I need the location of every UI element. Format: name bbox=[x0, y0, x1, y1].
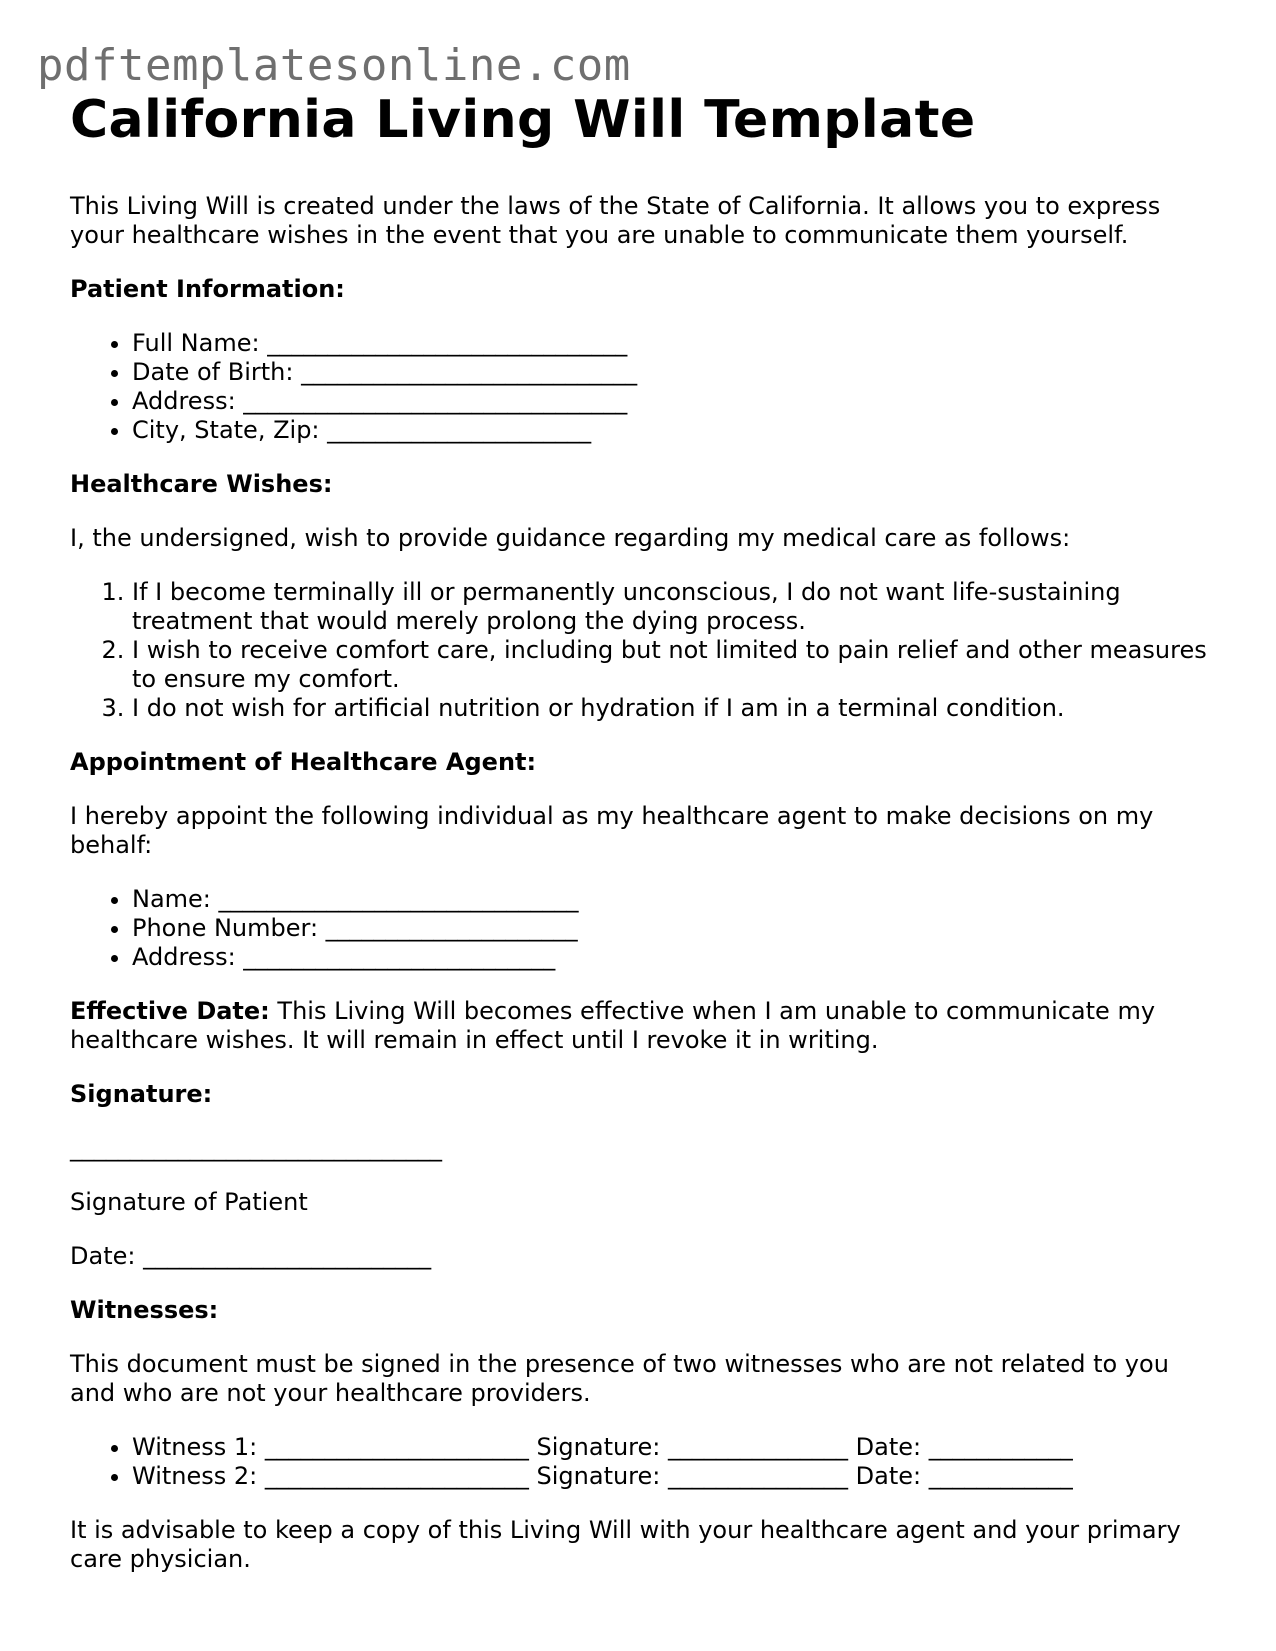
agent-phone-field: • Phone Number: _____________________ bbox=[132, 914, 1210, 943]
patient-signature-caption: Signature of Patient bbox=[70, 1188, 308, 1216]
effective-date-paragraph bbox=[70, 997, 1210, 1055]
document-page bbox=[70, 88, 1210, 1599]
wish-item: 1. If I become terminally ill or permanently unconscious, I do not want life-sustaining treatment that would merely prolong the dying process. bbox=[132, 578, 1210, 636]
watermark: pdftemplatesonline.com bbox=[37, 40, 631, 91]
signature-heading: Signature: bbox=[70, 1080, 213, 1108]
effective-date-label: Effective Date: bbox=[70, 997, 270, 1025]
agent-address-field: • Address: __________________________ bbox=[132, 943, 1210, 972]
healthcare-agent-heading: Appointment of Healthcare Agent: bbox=[70, 748, 537, 776]
patient-signature-line: _______________________________ bbox=[70, 1134, 442, 1162]
witnesses-list bbox=[70, 1433, 1210, 1491]
patient-info-heading: Patient Information: bbox=[70, 275, 345, 303]
full-name-field: • Full Name: ______________________________ bbox=[132, 329, 1210, 358]
address-field: • Address: ________________________________ bbox=[132, 387, 1210, 416]
healthcare-wishes-lead: I, the undersigned, wish to provide guidance regarding my medical care as follows: bbox=[70, 524, 1071, 552]
healthcare-wishes-heading: Healthcare Wishes: bbox=[70, 470, 333, 498]
witnesses-heading: Witnesses: bbox=[70, 1296, 219, 1324]
patient-info-list bbox=[70, 329, 1210, 445]
witness-1-line: • Witness 1: ______________________ Signature: _______________ Date: ____________ bbox=[132, 1433, 1210, 1462]
effective-date-text: This Living Will becomes effective when I am unable to communicate my healthcare wishes. It will remain in effect until I revoke it in writing. bbox=[70, 997, 1156, 1054]
witnesses-lead: This document must be signed in the presence of two witnesses who are not related to you and who are not your healthcare providers. bbox=[70, 1350, 1169, 1407]
healthcare-wishes-list bbox=[70, 578, 1210, 723]
city-state-zip-field: • City, State, Zip: ______________________ bbox=[132, 416, 1210, 445]
date-of-birth-field: • Date of Birth: ____________________________ bbox=[132, 358, 1210, 387]
witness-2-line: • Witness 2: ______________________ Signature: _______________ Date: ____________ bbox=[132, 1462, 1210, 1491]
healthcare-agent-list bbox=[70, 885, 1210, 972]
intro-paragraph: This Living Will is created under the laws of the State of California. It allows you to express your healthcare wishes in the event that you are unable to communicate them yourself. bbox=[70, 192, 1161, 249]
page-title: California Living Will Template bbox=[70, 90, 976, 150]
wish-item: 3. I do not wish for artificial nutrition or hydration if I am in a terminal condition. bbox=[132, 694, 1210, 723]
agent-name-field: • Name: ______________________________ bbox=[132, 885, 1210, 914]
closing-paragraph: It is advisable to keep a copy of this Living Will with your healthcare agent and your primary care physician. bbox=[70, 1516, 1181, 1573]
wish-item: 2. I wish to receive comfort care, including but not limited to pain relief and other measures to ensure my comfort. bbox=[132, 636, 1210, 694]
healthcare-agent-lead: I hereby appoint the following individual as my healthcare agent to make decisions on my behalf: bbox=[70, 802, 1154, 859]
signature-date-field: Date: ________________________ bbox=[70, 1242, 432, 1270]
